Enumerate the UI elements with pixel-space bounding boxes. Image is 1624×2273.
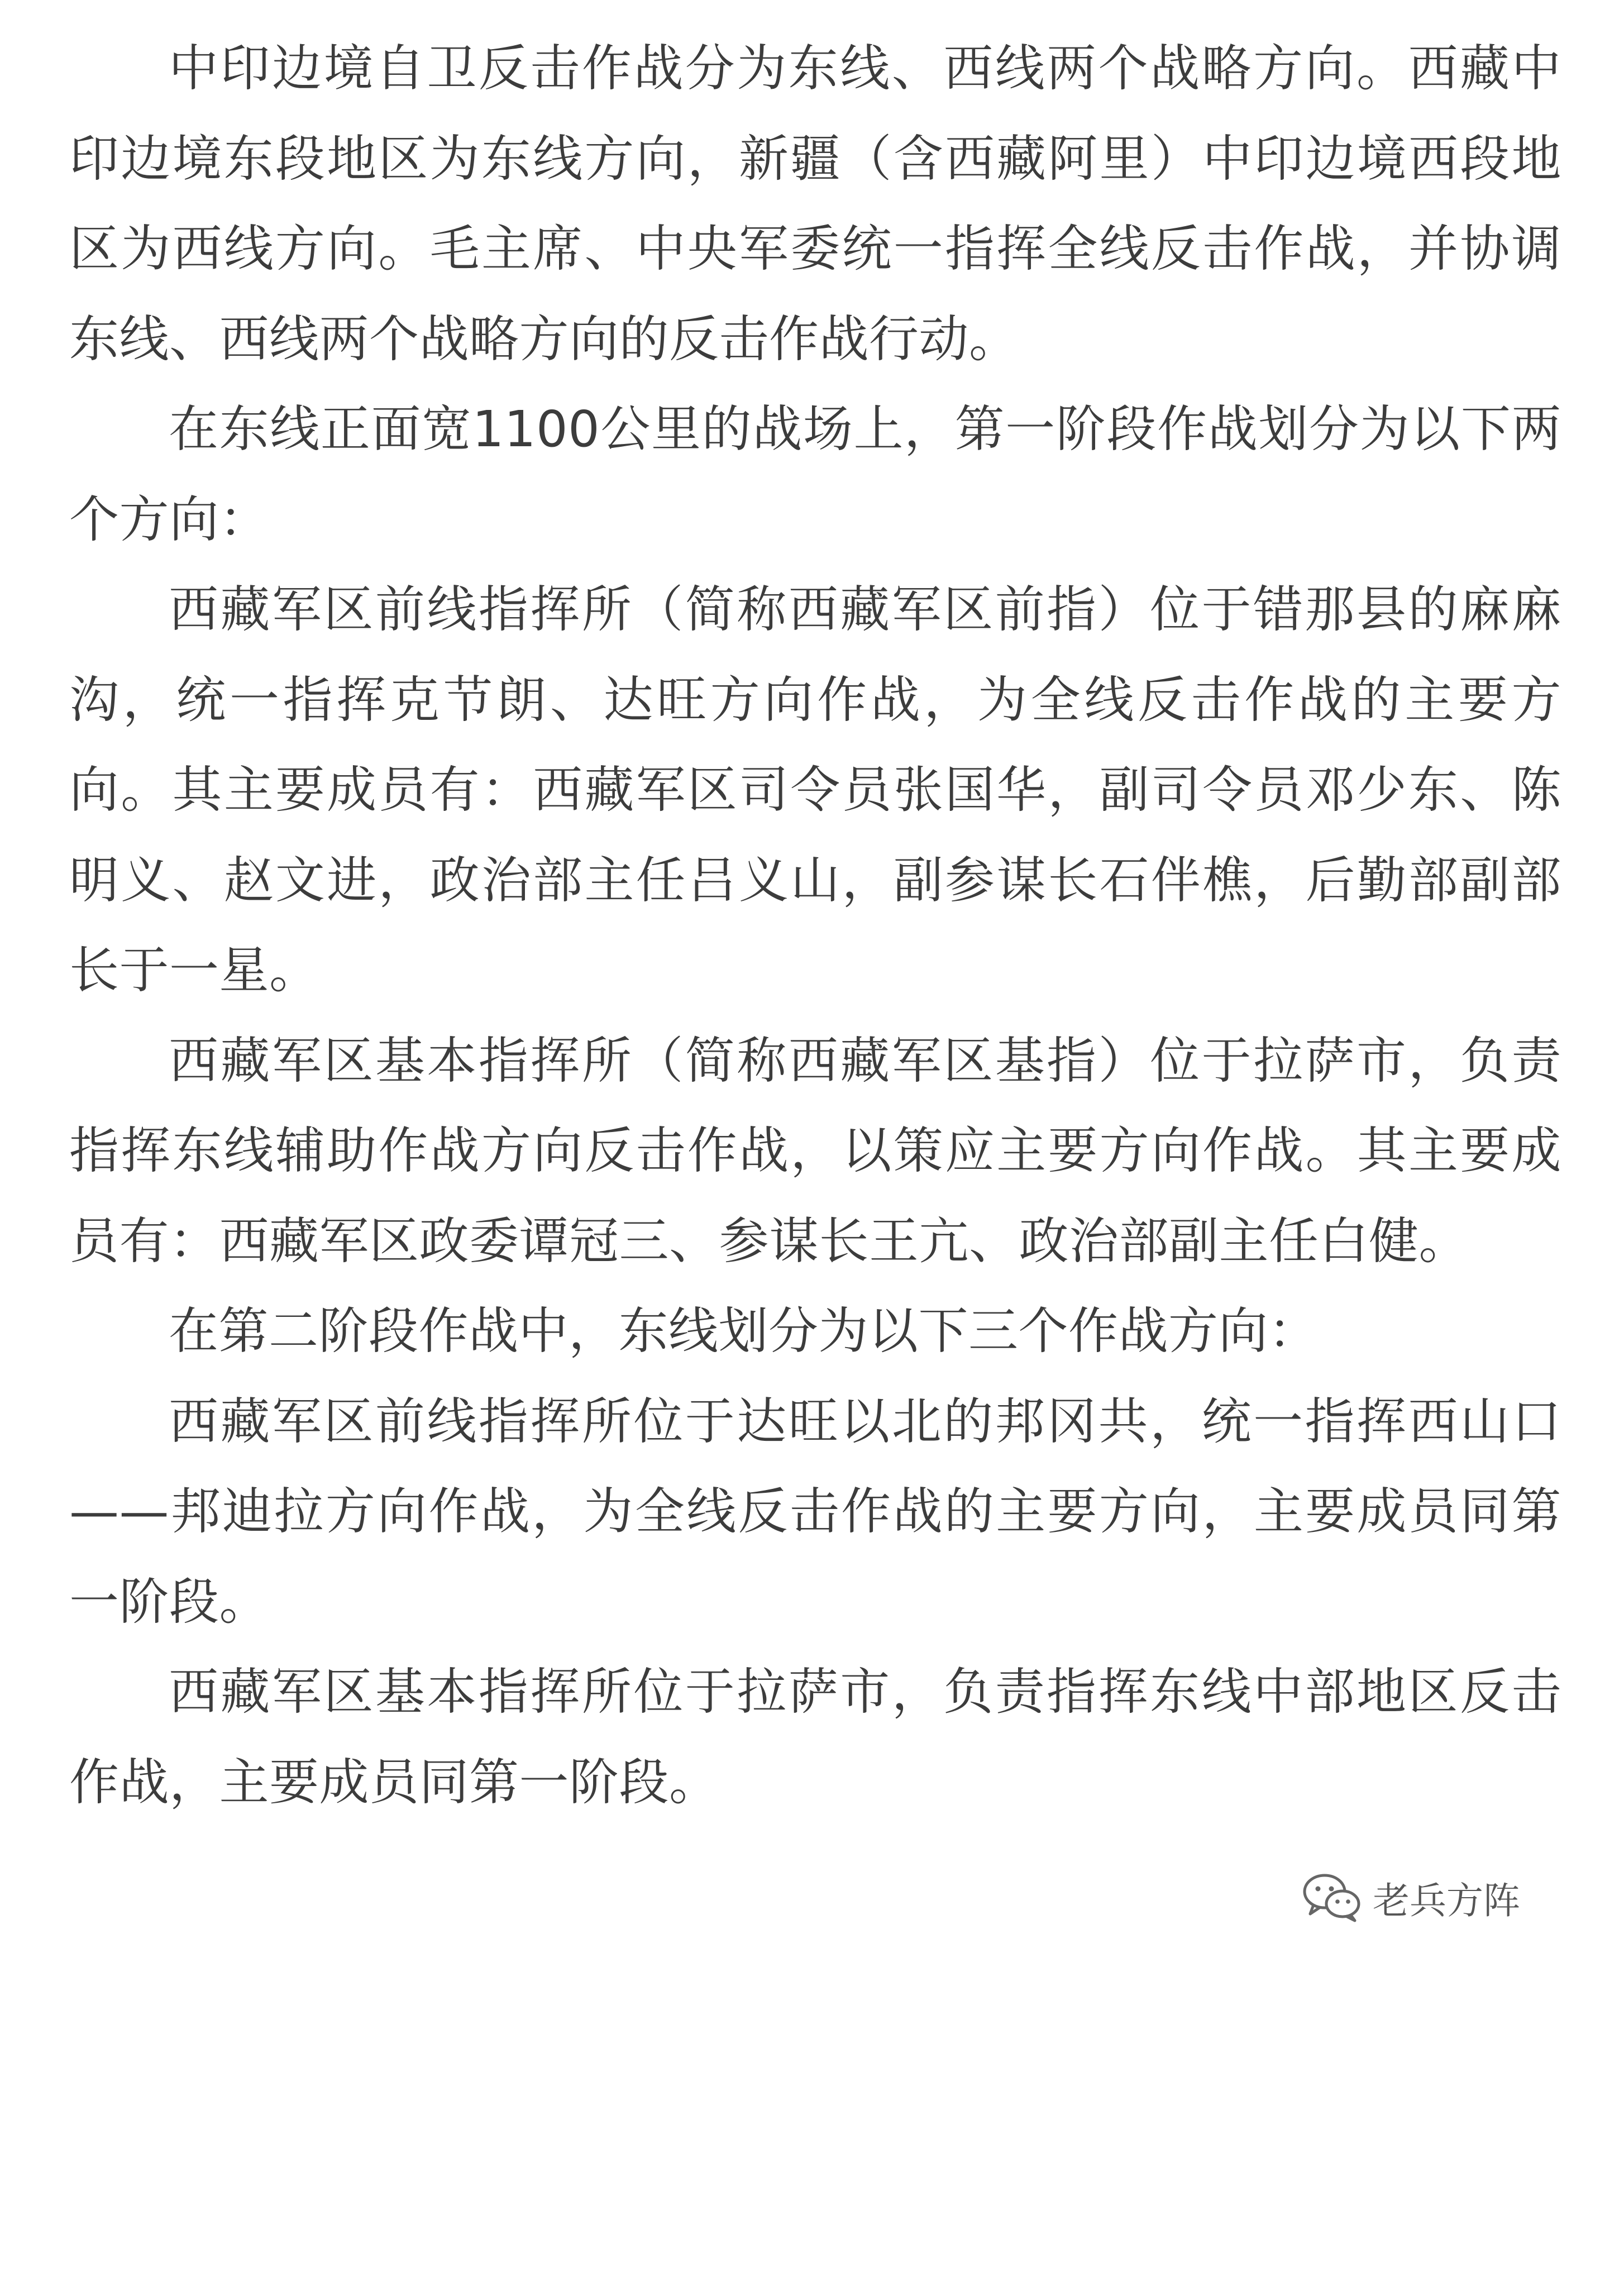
- paragraph-5: 在第二阶段作战中，东线划分为以下三个作战方向：: [169, 1302, 1319, 1360]
- paragraph-7: 西藏军区基本指挥所位于拉萨市，负责指挥东线中部地区反击作战，主要成员同第一阶段。: [69, 1663, 1561, 1811]
- paragraph-2: 在东线正面宽1100公里的战场上，第一阶段作战划分为以下两个方向：: [69, 400, 1561, 548]
- article-body: [69, 23, 1561, 1827]
- wechat-icon: [1301, 1871, 1363, 1923]
- paragraph-1: 中印边境自卫反击作战分为东线、西线两个战略方向。西藏中印边境东段地区为东线方向，新疆（含西藏阿里）中印边境西段地区为西线方向。毛主席、中央军委统一指挥全线反击作战，并协调东线、西线两个战略方向的反击作战行动。: [69, 39, 1561, 368]
- watermark-text: 老兵方阵: [1373, 1879, 1520, 1922]
- paragraph-4: 西藏军区基本指挥所（简称西藏军区基指）位于拉萨市，负责指挥东线辅助作战方向反击作战，以策应主要方向作战。其主要成员有：西藏军区政委谭冠三、参谋长王亢、政治部副主任白健。: [69, 1031, 1561, 1270]
- paragraph-3: 西藏军区前线指挥所（简称西藏军区前指）位于错那县的麻麻沟，统一指挥克节朗、达旺方向作战，为全线反击作战的主要方向。其主要成员有：西藏军区司令员张国华，副司令员邓少东、陈明义、赵文进，政治部主任吕义山，副参谋长石伴樵，后勤部副部长于一星。: [69, 580, 1561, 999]
- paragraph-6: 西藏军区前线指挥所位于达旺以北的邦冈共，统一指挥西山口——邦迪拉方向作战，为全线反击作战的主要方向，主要成员同第一阶段。: [69, 1392, 1561, 1631]
- watermark: [1301, 1866, 1520, 1928]
